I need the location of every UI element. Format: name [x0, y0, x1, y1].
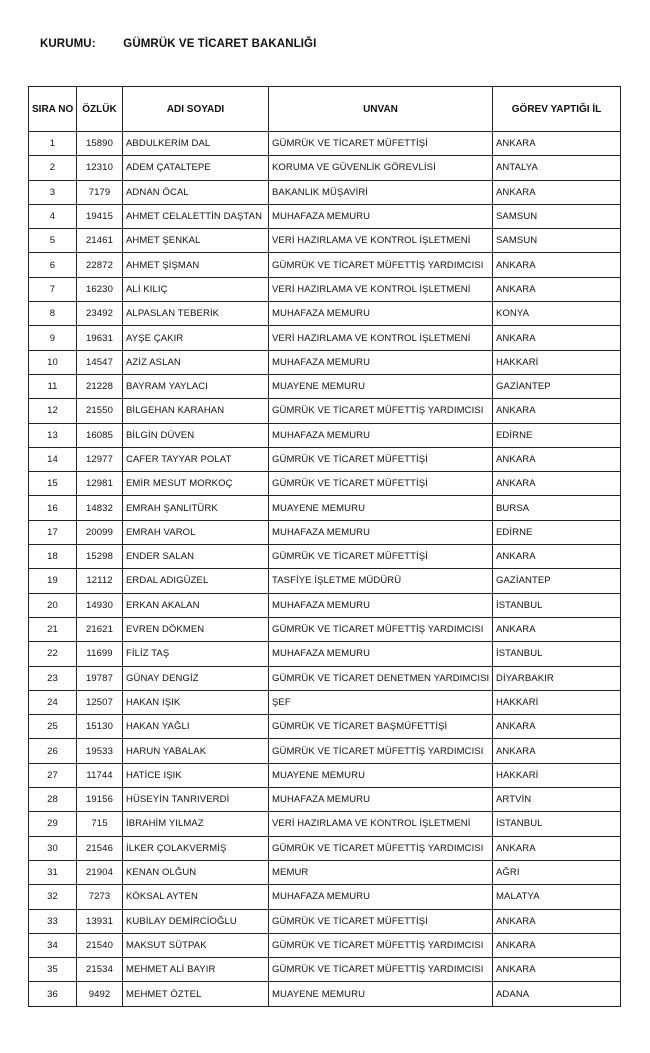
- column-header-adi-soyadi: ADI SOYADI: [123, 87, 269, 132]
- cell-row-number: 31: [29, 860, 77, 884]
- table-row: [29, 447, 621, 471]
- cell-row-number: 13: [29, 423, 77, 447]
- cell-personnel-id: 15890: [77, 132, 123, 156]
- cell-row-number: 12: [29, 399, 77, 423]
- table-row: [29, 277, 621, 301]
- cell-personnel-id: 15130: [77, 715, 123, 739]
- cell-title: MUAYENE MEMURU: [269, 982, 493, 1006]
- cell-full-name: KENAN OLĞUN: [123, 860, 269, 884]
- cell-title: MUHAFAZA MEMURU: [269, 423, 493, 447]
- cell-province: ARTVİN: [493, 788, 621, 812]
- cell-title: GÜMRÜK VE TİCARET MÜFETTİŞİ: [269, 472, 493, 496]
- cell-personnel-id: 7273: [77, 885, 123, 909]
- cell-province: KONYA: [493, 302, 621, 326]
- cell-title: GÜMRÜK VE TİCARET MÜFETTİŞ YARDIMCISI: [269, 739, 493, 763]
- cell-title: MUAYENE MEMURU: [269, 496, 493, 520]
- table-row: [29, 982, 621, 1006]
- cell-full-name: FİLİZ TAŞ: [123, 642, 269, 666]
- cell-row-number: 28: [29, 788, 77, 812]
- cell-personnel-id: 19533: [77, 739, 123, 763]
- cell-province: ANKARA: [493, 326, 621, 350]
- cell-province: MALATYA: [493, 885, 621, 909]
- cell-row-number: 26: [29, 739, 77, 763]
- cell-full-name: KÖKSAL AYTEN: [123, 885, 269, 909]
- table-row: [29, 253, 621, 277]
- cell-row-number: 29: [29, 812, 77, 836]
- cell-full-name: GÜNAY DENGİZ: [123, 666, 269, 690]
- cell-personnel-id: 12977: [77, 447, 123, 471]
- cell-row-number: 17: [29, 520, 77, 544]
- cell-title: GÜMRÜK VE TİCARET BAŞMÜFETTİŞİ: [269, 715, 493, 739]
- table-row: [29, 569, 621, 593]
- cell-title: GÜMRÜK VE TİCARET MÜFETTİŞ YARDIMCISI: [269, 836, 493, 860]
- cell-row-number: 11: [29, 374, 77, 398]
- cell-row-number: 36: [29, 982, 77, 1006]
- cell-title: GÜMRÜK VE TİCARET MÜFETTİŞİ: [269, 545, 493, 569]
- cell-title: GÜMRÜK VE TİCARET MÜFETTİŞ YARDIMCISI: [269, 933, 493, 957]
- cell-row-number: 30: [29, 836, 77, 860]
- cell-row-number: 20: [29, 593, 77, 617]
- cell-personnel-id: 16230: [77, 277, 123, 301]
- cell-title: VERİ HAZIRLAMA VE KONTROL İŞLETMENİ: [269, 277, 493, 301]
- cell-row-number: 14: [29, 447, 77, 471]
- cell-row-number: 24: [29, 690, 77, 714]
- cell-full-name: AHMET CELALETTİN DAŞTAN: [123, 204, 269, 228]
- cell-personnel-id: 21550: [77, 399, 123, 423]
- column-header-unvan: UNVAN: [269, 87, 493, 132]
- cell-title: MUHAFAZA MEMURU: [269, 350, 493, 374]
- cell-province: ANKARA: [493, 836, 621, 860]
- table-row: [29, 812, 621, 836]
- table-row: [29, 302, 621, 326]
- cell-personnel-id: 14547: [77, 350, 123, 374]
- cell-province: AĞRI: [493, 860, 621, 884]
- cell-province: ANKARA: [493, 399, 621, 423]
- cell-title: MUHAFAZA MEMURU: [269, 302, 493, 326]
- institution-name: GÜMRÜK VE TİCARET BAKANLIĞI: [123, 38, 317, 50]
- cell-title: MUHAFAZA MEMURU: [269, 788, 493, 812]
- cell-province: GAZİANTEP: [493, 569, 621, 593]
- cell-row-number: 6: [29, 253, 77, 277]
- cell-row-number: 22: [29, 642, 77, 666]
- cell-row-number: 9: [29, 326, 77, 350]
- cell-title: ŞEF: [269, 690, 493, 714]
- cell-full-name: HATİCE IŞIK: [123, 763, 269, 787]
- cell-personnel-id: 12507: [77, 690, 123, 714]
- table-row: [29, 836, 621, 860]
- cell-personnel-id: 21461: [77, 229, 123, 253]
- cell-personnel-id: 11699: [77, 642, 123, 666]
- cell-province: ANTALYA: [493, 156, 621, 180]
- cell-row-number: 3: [29, 180, 77, 204]
- cell-full-name: ALPASLAN TEBERİK: [123, 302, 269, 326]
- cell-province: ANKARA: [493, 180, 621, 204]
- cell-title: GÜMRÜK VE TİCARET MÜFETTİŞİ: [269, 447, 493, 471]
- cell-row-number: 2: [29, 156, 77, 180]
- cell-full-name: İBRAHİM YILMAZ: [123, 812, 269, 836]
- cell-personnel-id: 16085: [77, 423, 123, 447]
- cell-province: ANKARA: [493, 739, 621, 763]
- cell-row-number: 1: [29, 132, 77, 156]
- cell-personnel-id: 21228: [77, 374, 123, 398]
- cell-province: ANKARA: [493, 715, 621, 739]
- cell-personnel-id: 19631: [77, 326, 123, 350]
- table-row: [29, 593, 621, 617]
- cell-personnel-id: 715: [77, 812, 123, 836]
- cell-province: ANKARA: [493, 132, 621, 156]
- cell-full-name: HARUN YABALAK: [123, 739, 269, 763]
- cell-title: GÜMRÜK VE TİCARET MÜFETTİŞ YARDIMCISI: [269, 399, 493, 423]
- cell-full-name: AHMET ŞİŞMAN: [123, 253, 269, 277]
- cell-title: VERİ HAZIRLAMA VE KONTROL İŞLETMENİ: [269, 229, 493, 253]
- cell-full-name: MAKSUT SÜTPAK: [123, 933, 269, 957]
- table-row: [29, 374, 621, 398]
- cell-row-number: 32: [29, 885, 77, 909]
- cell-province: GAZİANTEP: [493, 374, 621, 398]
- cell-row-number: 34: [29, 933, 77, 957]
- table-body: [29, 132, 621, 1007]
- cell-personnel-id: 19787: [77, 666, 123, 690]
- cell-personnel-id: 9492: [77, 982, 123, 1006]
- cell-personnel-id: 15298: [77, 545, 123, 569]
- table-row: [29, 933, 621, 957]
- cell-personnel-id: 21534: [77, 958, 123, 982]
- cell-title: MUHAFAZA MEMURU: [269, 520, 493, 544]
- cell-province: ANKARA: [493, 958, 621, 982]
- cell-title: MUHAFAZA MEMURU: [269, 885, 493, 909]
- cell-full-name: MEHMET ALİ BAYIR: [123, 958, 269, 982]
- table-row: [29, 472, 621, 496]
- cell-title: GÜMRÜK VE TİCARET MÜFETTİŞİ: [269, 909, 493, 933]
- cell-title: BAKANLIK MÜŞAVİRİ: [269, 180, 493, 204]
- table-row: [29, 180, 621, 204]
- cell-row-number: 21: [29, 617, 77, 641]
- cell-province: EDİRNE: [493, 423, 621, 447]
- cell-title: VERİ HAZIRLAMA VE KONTROL İŞLETMENİ: [269, 812, 493, 836]
- cell-title: GÜMRÜK VE TİCARET MÜFETTİŞİ: [269, 132, 493, 156]
- cell-personnel-id: 14930: [77, 593, 123, 617]
- cell-title: MUHAFAZA MEMURU: [269, 204, 493, 228]
- cell-province: İSTANBUL: [493, 812, 621, 836]
- cell-personnel-id: 19156: [77, 788, 123, 812]
- column-header-ozluk: ÖZLÜK: [77, 87, 123, 132]
- table-row: [29, 156, 621, 180]
- column-header-sira-no: SIRA NO: [29, 87, 77, 132]
- cell-row-number: 25: [29, 715, 77, 739]
- cell-personnel-id: 21546: [77, 836, 123, 860]
- cell-province: ANKARA: [493, 253, 621, 277]
- table-row: [29, 496, 621, 520]
- cell-full-name: ABDULKERİM DAL: [123, 132, 269, 156]
- cell-full-name: AHMET ŞENKAL: [123, 229, 269, 253]
- column-header-gorev-il: GÖREV YAPTIĞI İL: [493, 87, 621, 132]
- cell-title: GÜMRÜK VE TİCARET MÜFETTİŞ YARDIMCISI: [269, 253, 493, 277]
- cell-title: VERİ HAZIRLAMA VE KONTROL İŞLETMENİ: [269, 326, 493, 350]
- cell-title: GÜMRÜK VE TİCARET DENETMEN YARDIMCISI: [269, 666, 493, 690]
- table-row: [29, 350, 621, 374]
- cell-personnel-id: 11744: [77, 763, 123, 787]
- cell-province: HAKKARİ: [493, 690, 621, 714]
- institution-label: KURUMU:: [40, 38, 96, 50]
- cell-personnel-id: 21540: [77, 933, 123, 957]
- cell-title: GÜMRÜK VE TİCARET MÜFETTİŞ YARDIMCISI: [269, 958, 493, 982]
- table-row: [29, 860, 621, 884]
- cell-full-name: EMRAH VAROL: [123, 520, 269, 544]
- table-row: [29, 909, 621, 933]
- cell-personnel-id: 21621: [77, 617, 123, 641]
- cell-full-name: MEHMET ÖZTEL: [123, 982, 269, 1006]
- table-row: [29, 617, 621, 641]
- cell-province: ADANA: [493, 982, 621, 1006]
- table-row: [29, 204, 621, 228]
- cell-row-number: 16: [29, 496, 77, 520]
- cell-province: ANKARA: [493, 545, 621, 569]
- table-row: [29, 642, 621, 666]
- cell-full-name: KUBİLAY DEMİRCİOĞLU: [123, 909, 269, 933]
- cell-full-name: AYŞE ÇAKIR: [123, 326, 269, 350]
- table-row: [29, 885, 621, 909]
- table-row: [29, 739, 621, 763]
- cell-personnel-id: 7179: [77, 180, 123, 204]
- cell-province: SAMSUN: [493, 229, 621, 253]
- table-row: [29, 666, 621, 690]
- cell-province: HAKKARİ: [493, 350, 621, 374]
- cell-row-number: 33: [29, 909, 77, 933]
- cell-title: MUHAFAZA MEMURU: [269, 593, 493, 617]
- table-row: [29, 545, 621, 569]
- cell-row-number: 27: [29, 763, 77, 787]
- cell-full-name: BAYRAM YAYLACI: [123, 374, 269, 398]
- cell-full-name: EMİR MESUT MORKOÇ: [123, 472, 269, 496]
- table-row: [29, 958, 621, 982]
- cell-full-name: CAFER TAYYAR POLAT: [123, 447, 269, 471]
- document-header: [40, 38, 316, 50]
- cell-row-number: 18: [29, 545, 77, 569]
- cell-province: ANKARA: [493, 909, 621, 933]
- table-row: [29, 132, 621, 156]
- cell-full-name: HÜSEYİN TANRIVERDİ: [123, 788, 269, 812]
- cell-province: ANKARA: [493, 277, 621, 301]
- cell-full-name: İLKER ÇOLAKVERMİŞ: [123, 836, 269, 860]
- cell-province: ANKARA: [493, 447, 621, 471]
- table-row: [29, 763, 621, 787]
- personnel-table: [28, 86, 621, 1007]
- cell-personnel-id: 22872: [77, 253, 123, 277]
- cell-province: HAKKARİ: [493, 763, 621, 787]
- table-row: [29, 788, 621, 812]
- cell-personnel-id: 12112: [77, 569, 123, 593]
- cell-row-number: 4: [29, 204, 77, 228]
- cell-personnel-id: 14832: [77, 496, 123, 520]
- cell-personnel-id: 13931: [77, 909, 123, 933]
- cell-personnel-id: 12981: [77, 472, 123, 496]
- cell-province: BURSA: [493, 496, 621, 520]
- cell-row-number: 8: [29, 302, 77, 326]
- cell-row-number: 15: [29, 472, 77, 496]
- cell-province: İSTANBUL: [493, 593, 621, 617]
- cell-province: DİYARBAKIR: [493, 666, 621, 690]
- table-row: [29, 715, 621, 739]
- table-row: [29, 520, 621, 544]
- cell-row-number: 7: [29, 277, 77, 301]
- cell-province: EDİRNE: [493, 520, 621, 544]
- table-row: [29, 690, 621, 714]
- cell-title: TASFİYE İŞLETME MÜDÜRÜ: [269, 569, 493, 593]
- cell-row-number: 5: [29, 229, 77, 253]
- cell-full-name: BİLGEHAN KARAHAN: [123, 399, 269, 423]
- table-row: [29, 423, 621, 447]
- cell-province: ANKARA: [493, 472, 621, 496]
- table-header-row: [29, 87, 621, 132]
- cell-full-name: BİLGİN DÜVEN: [123, 423, 269, 447]
- cell-province: ANKARA: [493, 933, 621, 957]
- cell-row-number: 10: [29, 350, 77, 374]
- cell-full-name: ADNAN ÖCAL: [123, 180, 269, 204]
- cell-row-number: 19: [29, 569, 77, 593]
- cell-full-name: EMRAH ŞANLITÜRK: [123, 496, 269, 520]
- cell-personnel-id: 21904: [77, 860, 123, 884]
- table-row: [29, 326, 621, 350]
- cell-row-number: 23: [29, 666, 77, 690]
- cell-province: İSTANBUL: [493, 642, 621, 666]
- cell-province: ANKARA: [493, 617, 621, 641]
- cell-full-name: ENDER SALAN: [123, 545, 269, 569]
- cell-title: MUAYENE MEMURU: [269, 374, 493, 398]
- cell-personnel-id: 20099: [77, 520, 123, 544]
- cell-full-name: ERKAN AKALAN: [123, 593, 269, 617]
- cell-title: GÜMRÜK VE TİCARET MÜFETTİŞ YARDIMCISI: [269, 617, 493, 641]
- cell-title: KORUMA VE GÜVENLİK GÖREVLİSİ: [269, 156, 493, 180]
- cell-title: MUHAFAZA MEMURU: [269, 642, 493, 666]
- cell-full-name: HAKAN YAĞLI: [123, 715, 269, 739]
- cell-personnel-id: 23492: [77, 302, 123, 326]
- cell-province: SAMSUN: [493, 204, 621, 228]
- cell-personnel-id: 12310: [77, 156, 123, 180]
- cell-full-name: HAKAN IŞIK: [123, 690, 269, 714]
- cell-row-number: 35: [29, 958, 77, 982]
- cell-full-name: ALİ KILIÇ: [123, 277, 269, 301]
- table-row: [29, 229, 621, 253]
- table-row: [29, 399, 621, 423]
- cell-full-name: ERDAL ADIGÜZEL: [123, 569, 269, 593]
- cell-title: MEMUR: [269, 860, 493, 884]
- cell-title: MUAYENE MEMURU: [269, 763, 493, 787]
- cell-personnel-id: 19415: [77, 204, 123, 228]
- cell-full-name: ADEM ÇATALTEPE: [123, 156, 269, 180]
- cell-full-name: EVREN DÖKMEN: [123, 617, 269, 641]
- cell-full-name: AZİZ ASLAN: [123, 350, 269, 374]
